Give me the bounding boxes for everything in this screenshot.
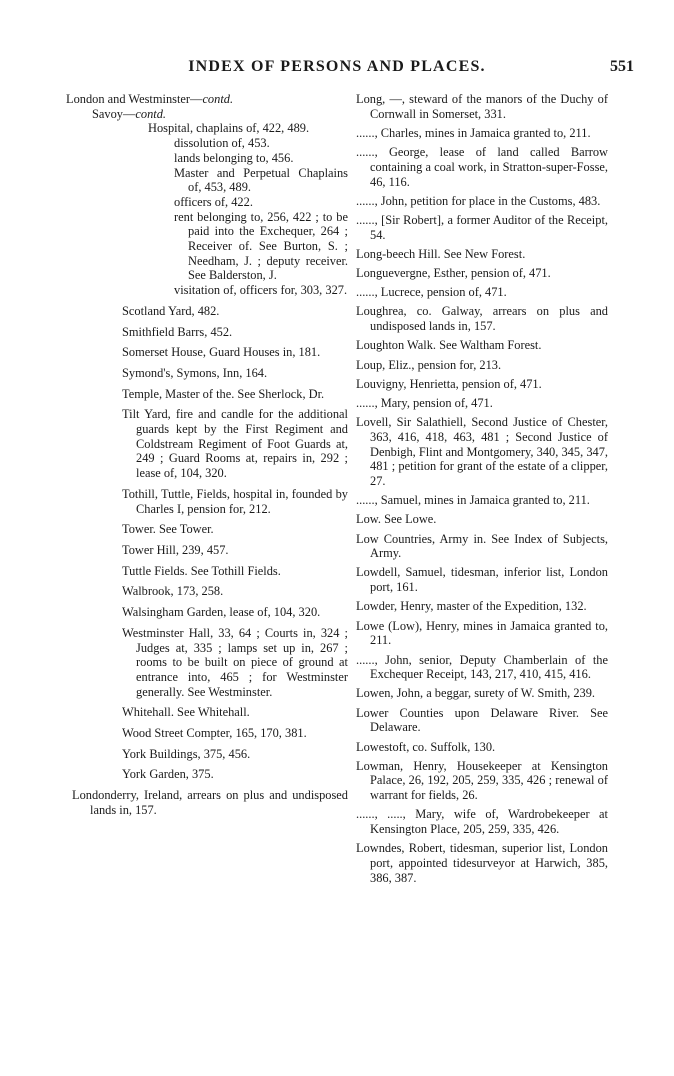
index-entry (356, 706, 608, 735)
entry-text: Low. See Lowe. (356, 512, 437, 527)
index-entry (356, 512, 608, 527)
entry-text: Wood Street Compter, 165, 170, 381. (122, 726, 307, 741)
index-entry (356, 266, 608, 281)
index-entry (356, 493, 608, 508)
entry-text: Whitehall. See Whitehall. (122, 705, 250, 720)
index-entry (356, 759, 608, 803)
index-entry (122, 605, 348, 620)
entry-text: Loughrea, co. Galway, arrears on plus and undisposed lands in, 157. (356, 304, 608, 334)
index-entry (356, 338, 608, 353)
entry-text: London and Westminster— (66, 92, 203, 106)
entry-text: Symond's, Symons, Inn, 164. (122, 365, 268, 380)
index-entry (92, 107, 348, 122)
entry-text: Loughton Walk. See Waltham Forest. (356, 338, 542, 353)
index-entry (122, 626, 348, 700)
entry-text: York Garden, 375. (122, 767, 214, 782)
index-entry (174, 166, 348, 195)
entry-italic: contd. (202, 92, 234, 106)
index-entry (356, 247, 608, 262)
index-entry (356, 653, 608, 682)
entry-text: Louvigny, Henrietta, pension of, 471. (356, 376, 542, 391)
index-entry (122, 345, 348, 360)
index-entry (122, 366, 348, 381)
index-entry (174, 151, 348, 166)
index-entry (356, 358, 608, 373)
entry-text: Tuttle Fields. See Tothill Fields. (122, 563, 281, 578)
index-entry (356, 599, 608, 614)
entry-text: Loup, Eliz., pension for, 213. (356, 357, 502, 372)
entry-text: ......, ....., Mary, wife of, Wardrobekeeper at Kensington Place, 205, 259, 335, 426. (356, 807, 608, 837)
index-entry (356, 415, 608, 489)
entry-text: York Buildings, 375, 456. (122, 746, 251, 761)
entry-text: Walsingham Garden, lease of, 104, 320. (122, 605, 321, 620)
index-entry (356, 377, 608, 392)
entry-text: visitation of, officers for, 303, 327. (174, 283, 348, 298)
left-column (66, 92, 348, 818)
entry-text: Somerset House, Guard Houses in, 181. (122, 345, 321, 360)
index-entry (122, 325, 348, 340)
index-entry (356, 740, 608, 755)
index-entry (356, 565, 608, 594)
page-number: 551 (610, 58, 634, 75)
index-entry (356, 686, 608, 701)
entry-text: ......, John, senior, Deputy Chamberlain of the Exchequer Receipt, 143, 217, 410, 415, 416. (356, 652, 608, 682)
index-entry (122, 747, 348, 762)
entry-text: Tower Hill, 239, 457. (122, 542, 229, 557)
entry-text: ......, Samuel, mines in Jamaica granted to, 211. (356, 493, 590, 508)
entry-text: Londonderry, Ireland, arrears on plus and undisposed lands in, 157. (72, 788, 348, 817)
index-entry (122, 726, 348, 741)
index-entry (356, 807, 608, 836)
entry-text: Smithfield Barrs, 452. (122, 324, 233, 339)
index-entry (72, 788, 348, 817)
entry-text: Low Countries, Army in. See Index of Subjects, Army. (356, 531, 608, 561)
index-entry (122, 407, 348, 481)
right-column (356, 92, 608, 890)
entry-text: Walbrook, 173, 258. (122, 584, 224, 599)
entry-text: Savoy— (92, 106, 136, 121)
index-entry (356, 213, 608, 242)
entry-text: Temple, Master of the. See Sherlock, Dr. (122, 386, 325, 401)
entry-text: Lowestoft, co. Suffolk, 130. (356, 739, 496, 754)
index-entry (356, 396, 608, 411)
entry-text: Tilt Yard, fire and candle for the additional guards kept by the First Regiment and Coldstream Regiment of Foot Guards at, 249 ; Guard Rooms at, repairs in, 292 ; lease of, 104, 320. (122, 407, 348, 481)
entry-text: ......, Lucrece, pension of, 471. (356, 285, 507, 300)
entry-text: Lowe (Low), Henry, mines in Jamaica granted to, 211. (356, 618, 608, 648)
index-entry (66, 92, 348, 107)
index-entry (174, 283, 348, 298)
index-entry (356, 841, 608, 885)
entry-text: ......, Mary, pension of, 471. (356, 395, 493, 410)
page-header (0, 58, 674, 82)
index-entry (174, 210, 348, 284)
index-entry (122, 767, 348, 782)
index-entry (122, 387, 348, 402)
entry-text: Master and Perpetual Chaplains of, 453, 489. (174, 165, 348, 195)
entry-text: ......, John, petition for place in the Customs, 483. (356, 193, 601, 208)
index-entry (122, 564, 348, 579)
index-entry (356, 304, 608, 333)
entry-text: ......, George, lease of land called Barrow containing a coal work, in Stratton-super-Fosse, 46, 116. (356, 145, 608, 189)
entry-text: Lowman, Henry, Housekeeper at Kensington Palace, 26, 192, 205, 259, 335, 426 ; renewal of warrant for fields, 26. (356, 758, 608, 803)
index-entry (122, 304, 348, 319)
index-entry (122, 584, 348, 599)
entry-text: Lower Counties upon Delaware River. See Delaware. (356, 705, 608, 735)
index-entry (356, 145, 608, 189)
index-entry (356, 92, 608, 121)
entry-text: Hospital, chaplains of, 422, 489. (148, 121, 310, 136)
index-entry (122, 522, 348, 537)
index-entry (356, 285, 608, 300)
entry-text: rent belonging to, 256, 422 ; to be paid into the Exchequer, 264 ; Receiver of. See Burton, S. ; Needham, J. ; deputy receiver. See Balderston, J. (174, 209, 348, 283)
entry-text: officers of, 422. (174, 194, 253, 209)
entry-text: Lowdell, Samuel, tidesman, inferior list, London port, 161. (356, 565, 608, 595)
entry-text: lands belonging to, 456. (174, 150, 294, 165)
entry-text: Lowen, John, a beggar, surety of W. Smith, 239. (356, 686, 596, 701)
entry-text: Westminster Hall, 33, 64 ; Courts in, 324 ; Judges at, 335 ; lamps set up in, 267 ; rooms to be built on piece of ground at entrance into, 465 ; for Westminster generally. See Westminster. (122, 625, 348, 699)
entry-text: Lowder, Henry, master of the Expedition, 132. (356, 599, 587, 614)
entry-text: dissolution of, 453. (174, 136, 270, 151)
index-entry (122, 705, 348, 720)
entry-text: ......, Charles, mines in Jamaica granted to, 211. (356, 125, 591, 140)
index-entry (356, 126, 608, 141)
entry-text: Long-beech Hill. See New Forest. (356, 246, 526, 261)
entry-text: Longuevergne, Esther, pension of, 471. (356, 266, 551, 281)
entry-text: Lovell, Sir Salathiell, Second Justice of Chester, 363, 416, 418, 463, 481 ; Second Justice of Denbigh, Flint and Montgomery, 340, 345, 347, 481 ; petition for grant of the estate of a clipper, 27. (356, 415, 608, 488)
index-entry (174, 136, 348, 151)
entry-italic: contd. (135, 106, 167, 121)
entry-text: Scotland Yard, 482. (122, 303, 220, 318)
index-entry (356, 619, 608, 648)
entry-text: Long, —, steward of the manors of the Duchy of Cornwall in Somerset, 331. (356, 92, 608, 121)
index-entry (122, 543, 348, 558)
entry-text: Tower. See Tower. (122, 522, 214, 537)
entry-text: ......, [Sir Robert], a former Auditor of the Receipt, 54. (356, 212, 608, 242)
index-entry (356, 532, 608, 561)
running-title: INDEX OF PERSONS AND PLACES. (188, 58, 486, 75)
index-entry (356, 194, 608, 209)
index-entry (148, 121, 348, 136)
entry-text: Lowndes, Robert, tidesman, superior list, London port, appointed tidesurveyor at Harwich, 385, 386, 387. (356, 841, 608, 885)
index-entry (174, 195, 348, 210)
entry-text: Tothill, Tuttle, Fields, hospital in, founded by Charles I, pension for, 212. (122, 486, 348, 516)
index-entry (122, 487, 348, 516)
